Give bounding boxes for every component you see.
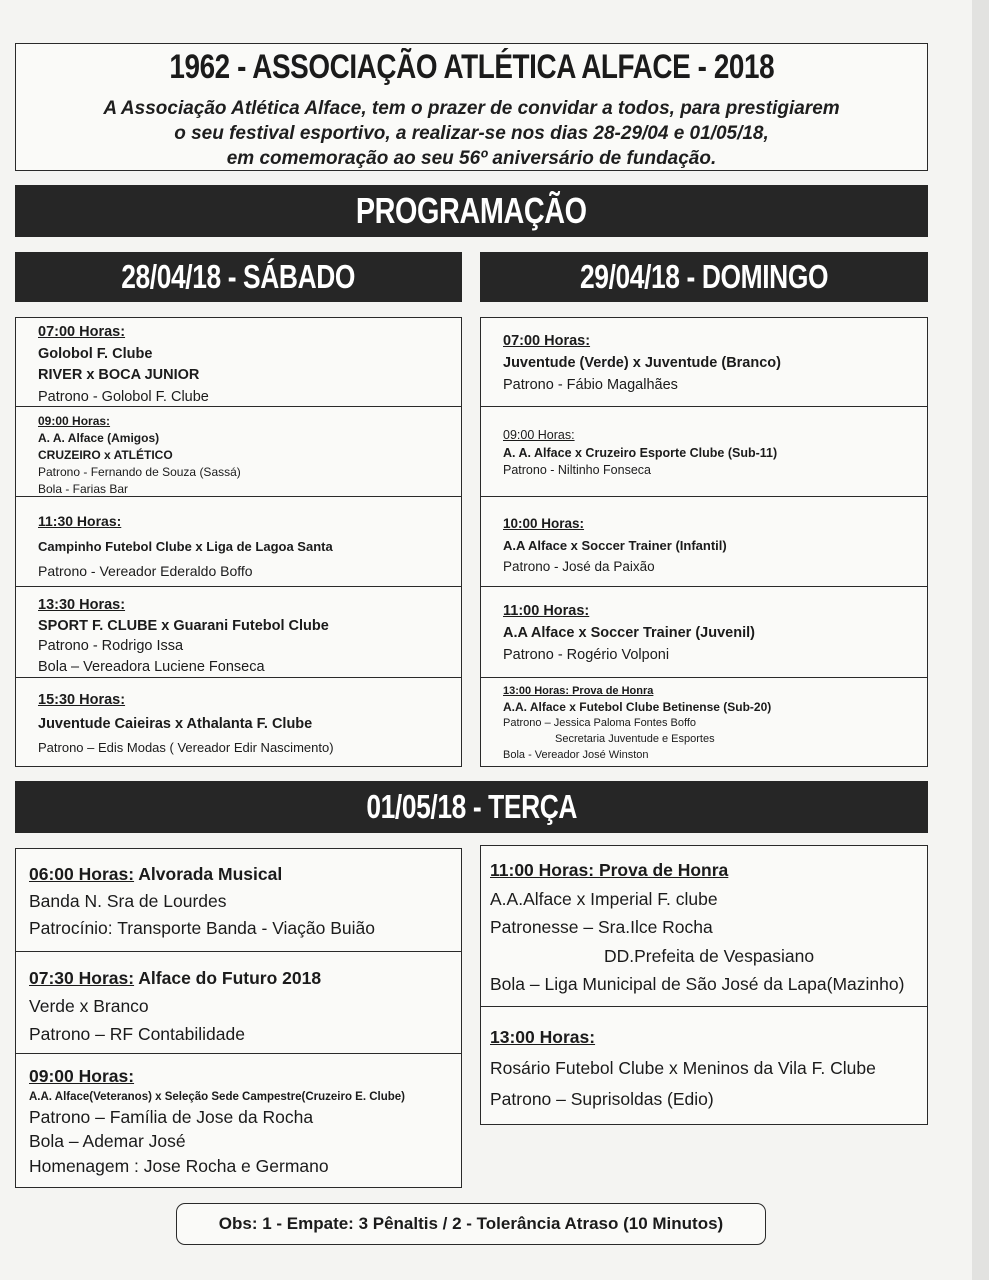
saturday-banner [15, 252, 462, 302]
programacao-title: PROGRAMAÇÃO [356, 190, 587, 231]
saturday-block [15, 496, 462, 587]
header-box [15, 43, 928, 171]
sunday-block [480, 317, 928, 407]
tuesday-block [15, 951, 462, 1054]
sunday-heading: 29/04/18 - DOMINGO [579, 258, 829, 295]
block-line: Campinho Futebol Clube x Liga de Lagoa Santa [38, 539, 333, 554]
programacao-banner [15, 185, 928, 237]
block-time: 07:00 Horas: [38, 324, 126, 340]
tuesday-heading: 01/05/18 - TERÇA [366, 788, 577, 825]
block-time: 11:00 Horas: [503, 603, 590, 619]
block-line: DD.Prefeita de Vespasiano [604, 945, 815, 966]
block-line: Homenagem : Jose Rocha e Germano [29, 1155, 329, 1176]
saturday-block [15, 317, 462, 407]
tuesday-block [480, 1006, 928, 1125]
block-time: 09:00 Horas: [29, 1066, 135, 1086]
block-time: 11:00 Horas: Prova de Honra [490, 860, 729, 880]
block-line: A.A. Alface(Veteranos) x Seleção Sede Campestre(Cruzeiro E. Clube) [29, 1090, 406, 1103]
tuesday-block [15, 1053, 462, 1188]
block-line: Patrono – RF Contabilidade [29, 1024, 245, 1044]
block-line: Juventude (Verde) x Juventude (Branco) [503, 355, 781, 371]
block-time: 15:30 Horas: [38, 692, 126, 708]
block-time: 13:30 Horas: [38, 597, 126, 613]
sunday-banner [480, 252, 928, 302]
block-line: Patronesse – Sra.Ilce Rocha [490, 917, 713, 937]
sunday-block [480, 496, 928, 587]
tuesday-block [480, 845, 928, 1007]
block-time: 07:30 Horas: [29, 968, 135, 988]
block-line: A.A. Alface x Futebol Clube Betinense (Sub-20) [503, 700, 772, 714]
block-time: 10:00 Horas: [503, 516, 585, 531]
intro-line: em comemoração ao seu 56º aniversário de fundação. [226, 148, 717, 169]
saturday-heading: 28/04/18 - SÁBADO [121, 258, 356, 295]
saturday-block [15, 586, 462, 678]
block-line: Bola – Liga Municipal de São José da Lapa(Mazinho) [490, 974, 905, 994]
saturday-block [15, 406, 462, 497]
block-line: SPORT F. CLUBE x Guarani Futebol Clube [38, 617, 329, 634]
intro-line: o seu festival esportivo, a realizar-se nos dias 28-29/04 e 01/05/18, [174, 123, 769, 144]
block-line: Verde x Branco [29, 996, 149, 1016]
block-time: 13:00 Horas: [490, 1027, 596, 1047]
block-line: Patrono – Suprisoldas (Edio) [490, 1089, 714, 1109]
intro-text [16, 96, 927, 171]
block-time: 13:00 Horas: Prova de Honra [503, 685, 654, 697]
block-line: Bola – Vereadora Luciene Fonseca [38, 658, 265, 675]
block-line: Golobol F. Clube [38, 345, 153, 362]
block-time: 09:00 Horas: [38, 414, 111, 428]
block-line: Bola – Ademar José [29, 1131, 186, 1151]
sunday-block [480, 677, 928, 767]
block-line: A. A. Alface x Cruzeiro Esporte Clube (Sub-11) [503, 445, 778, 460]
block-line: Rosário Futebol Clube x Meninos da Vila F. Clube [490, 1058, 876, 1078]
block-line: Patrono – Família de Jose da Rocha [29, 1106, 314, 1127]
block-line: Patrono – Jessica Paloma Fontes Boffo [503, 717, 697, 729]
block-time: 07:00 Horas: [503, 333, 591, 349]
sunday-block [480, 586, 928, 678]
page-title: 1962 - ASSOCIAÇÃO ATLÉTICA ALFACE - 2018 [169, 48, 774, 86]
block-title: Alvorada Musical [134, 864, 283, 884]
block-line: Bola - Vereador José Winston [503, 749, 649, 761]
tuesday-block [15, 848, 462, 952]
sunday-block [480, 406, 928, 497]
block-line: Patrono - Rogério Volponi [503, 647, 670, 663]
block-line: Bola - Farias Bar [38, 482, 129, 496]
block-line: A.A Alface x Soccer Trainer (Juvenil) [503, 625, 755, 641]
block-line: Patrono - Fábio Magalhães [503, 377, 678, 393]
block-line: Patrono – Edis Modas ( Vereador Edir Nascimento) [38, 740, 334, 755]
block-title: Alface do Futuro 2018 [134, 968, 322, 988]
saturday-block [15, 677, 462, 767]
block-line: A.A.Alface x Imperial F. clube [490, 888, 718, 909]
block-line: Patrono - Niltinho Fonseca [503, 463, 651, 477]
block-line: Patrono - Rodrigo Issa [38, 638, 184, 654]
block-line: Patrocínio: Transporte Banda - Viação Buião [29, 918, 376, 938]
intro-line: A Associação Atlética Alface, tem o prazer de convidar a todos, para prestigiarem [103, 98, 840, 119]
observations-note: Obs: 1 - Empate: 3 Pênaltis / 2 - Tolerância Atraso (10 Minutos) [176, 1203, 766, 1245]
block-line: RIVER x BOCA JUNIOR [38, 367, 200, 383]
block-line: Juventude Caieiras x Athalanta F. Clube [38, 716, 313, 732]
block-time: 11:30 Horas: [38, 513, 122, 529]
block-line: CRUZEIRO x ATLÉTICO [38, 448, 173, 462]
block-line: Patrono - Golobol F. Clube [38, 388, 209, 405]
tuesday-banner [15, 781, 928, 833]
block-line: Secretaria Juventude e Esportes [555, 733, 715, 745]
page-edge [972, 0, 989, 1280]
block-line: Patrono - Vereador Ederaldo Boffo [38, 563, 253, 579]
block-time: 09:00 Horas: [503, 428, 575, 442]
block-time: 06:00 Horas: [29, 864, 135, 884]
block-line: Banda N. Sra de Lourdes [29, 891, 227, 911]
block-line: A. A. Alface (Amigos) [38, 431, 160, 445]
block-line: Patrono - José da Paixão [503, 559, 655, 574]
block-line: A.A Alface x Soccer Trainer (Infantil) [503, 537, 727, 553]
block-line: Patrono - Fernando de Souza (Sassá) [38, 465, 241, 479]
